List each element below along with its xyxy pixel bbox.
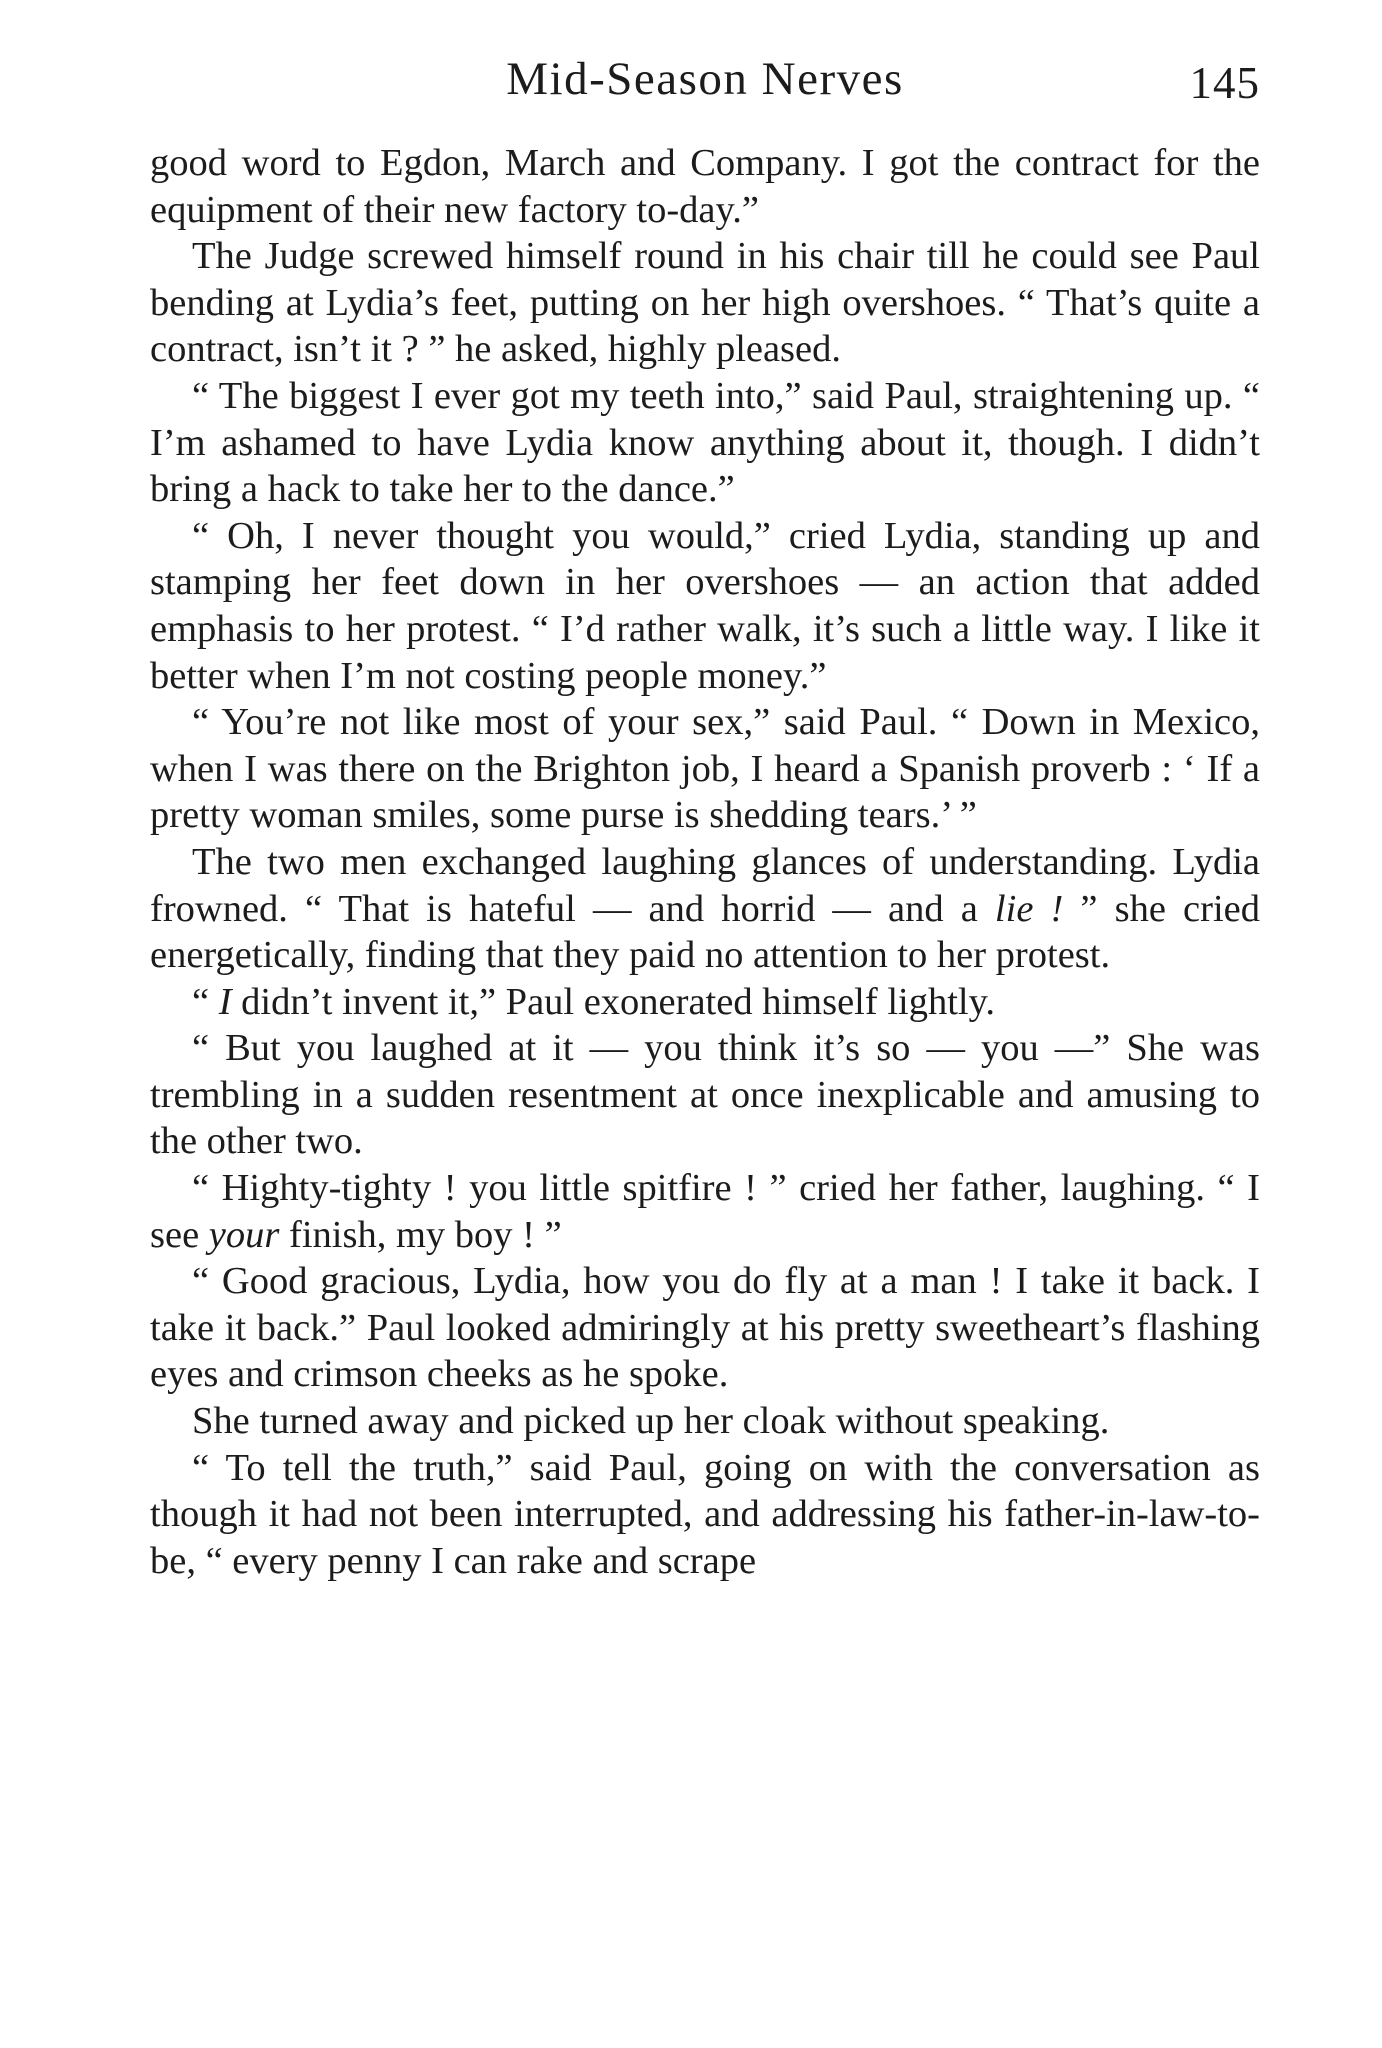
paragraph xyxy=(150,1165,1260,1258)
text-segment: The Judge screwed himself round in his chair till he could see Paul bending at Lydia’s feet, putting on her high overshoes. “ That’s quite a contract, isn’t it ? ” he asked, highly pleased. xyxy=(150,235,1260,371)
text-segment: finish, my boy ! ” xyxy=(279,1213,562,1256)
text-segment: good word to Egdon, March and Company. I got the contract for the equipment of their new factory to-day.” xyxy=(150,142,1260,231)
text-segment: didn’t invent it,” Paul exonerated himself lightly. xyxy=(231,980,995,1023)
paragraph xyxy=(150,513,1260,699)
paragraph xyxy=(150,979,1260,1026)
running-title: Mid-Season Nerves xyxy=(506,53,904,105)
paragraph xyxy=(150,140,1260,233)
paragraph xyxy=(150,233,1260,373)
italic-text: lie ! xyxy=(994,887,1064,930)
text-segment: “ But you laughed at it — you think it’s so — you —” She was trembling in a sudden resentment at once inexplicable and amusing to the other two. xyxy=(150,1027,1260,1163)
text-segment: “ To tell the truth,” said Paul, going on with the conversation as though it had not been interrupted, and addressing his father-in-law-to-be, “ every penny I can rake and scrape xyxy=(150,1446,1260,1582)
paragraph xyxy=(150,1398,1260,1445)
text-segment: “ Oh, I never thought you would,” cried Lydia, standing up and stamping her feet down in her overshoes — an action that added emphasis to her protest. “ I’d rather walk, it’s such a little way. I like it better when I’m not costing people money.” xyxy=(150,514,1260,697)
page-number: 145 xyxy=(1189,58,1260,108)
text-segment: ” she cried energetically, finding that they paid no attention to her protest. xyxy=(150,887,1260,977)
text-segment: The two men exchanged laughing glances of understanding. Lydia frowned. “ That is hateful — and horrid — and a xyxy=(150,840,1260,930)
paragraph xyxy=(150,1025,1260,1165)
italic-text: your xyxy=(208,1213,280,1256)
text-segment: She turned away and picked up her cloak without speaking. xyxy=(192,1400,1110,1443)
paragraph xyxy=(150,699,1260,839)
paragraph xyxy=(150,1258,1260,1398)
text-segment: “ Good gracious, Lydia, how you do fly at a man ! I take it back. I take it back.” Paul looked admiringly at his pretty sweetheart’s flashing eyes and crimson cheeks as he spoke. xyxy=(150,1260,1260,1396)
paragraph xyxy=(150,839,1260,979)
text-segment: “ Highty-tighty ! you little spitfire ! ” cried her father, laughing. “ I see xyxy=(150,1167,1260,1256)
running-header xyxy=(150,48,1260,118)
text-segment: “ The biggest I ever got my teeth into,” said Paul, straightening up. “ I’m ashamed to have Lydia know anything about it, though. I didn’t bring a hack to take her to the dance.” xyxy=(150,374,1260,511)
italic-text: I xyxy=(218,980,232,1023)
text-segment: “ xyxy=(192,980,219,1023)
paragraph xyxy=(150,1445,1260,1585)
paragraph xyxy=(150,373,1260,513)
body-text xyxy=(150,140,1260,1584)
text-segment: “ You’re not like most of your sex,” said Paul. “ Down in Mexico, when I was there on the Brighton job, I heard a Spanish proverb : ‘ If a pretty woman smiles, some purse is shedding tears.’ ” xyxy=(150,701,1260,837)
